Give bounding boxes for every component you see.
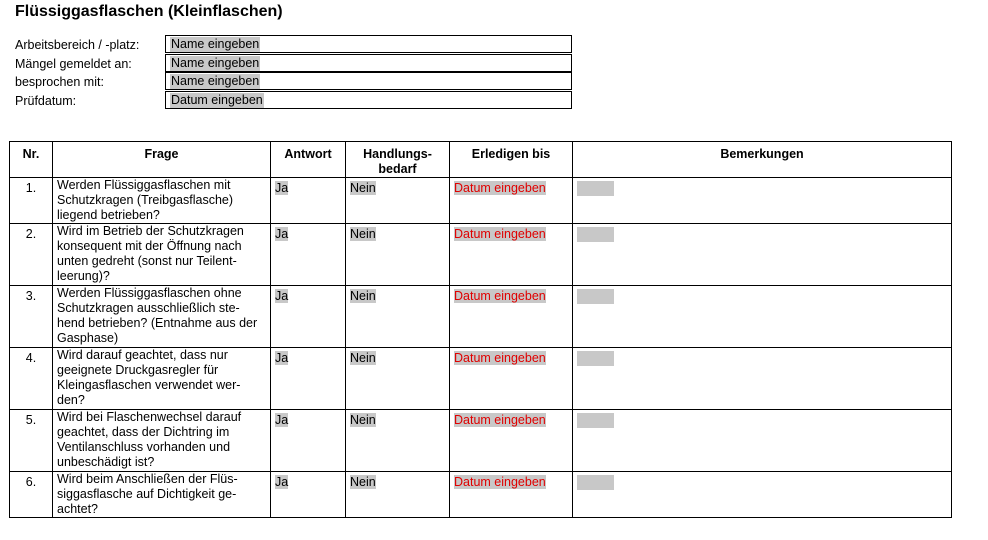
row-frage: Werden Flüssiggasflaschen mit Schutzkragen (Treibgasflasche) liegend betrieben? [53, 178, 271, 224]
antwort-field[interactable]: Ja [275, 351, 289, 365]
row-frage: Werden Flüssiggasflaschen ohne Schutzkragen ausschließlich ste-hend betrieben? (Entnahme aus der Gasphase) [53, 286, 271, 348]
antwort-cell[interactable] [271, 348, 346, 410]
antwort-cell[interactable] [271, 178, 346, 224]
row-frage: Wird bei Flaschenwechsel darauf geachtet, dass der Dichtring im Ventilanschluss vorhanden und unbeschädigt ist? [53, 410, 271, 472]
erledigen-date-field[interactable]: Datum eingeben [454, 227, 546, 241]
bemerkungen-cell[interactable] [573, 286, 952, 348]
antwort-field[interactable]: Ja [275, 227, 289, 241]
meta-label-maengel: Mängel gemeldet an: [15, 57, 132, 71]
handlung-field[interactable]: Nein [350, 475, 376, 489]
row-frage: Wird beim Anschließen der Flüs-siggasflasche auf Dichtigkeit ge-achtet? [53, 472, 271, 518]
table-row [10, 410, 952, 472]
row-nr: 2. [10, 224, 53, 286]
table-row [10, 286, 952, 348]
handlung-cell[interactable] [346, 224, 450, 286]
erledigen-cell[interactable] [450, 348, 573, 410]
meta-field-besprochen[interactable] [165, 72, 572, 90]
handlung-field[interactable]: Nein [350, 351, 376, 365]
erledigen-date-field[interactable]: Datum eingeben [454, 413, 546, 427]
row-nr: 3. [10, 286, 53, 348]
antwort-field[interactable]: Ja [275, 289, 289, 303]
row-nr: 5. [10, 410, 53, 472]
handlung-cell[interactable] [346, 348, 450, 410]
meta-label-besprochen: besprochen mit: [15, 75, 104, 89]
meta-label-pruefdatum: Prüfdatum: [15, 94, 77, 108]
meta-field-maengel[interactable] [165, 54, 572, 72]
table-row [10, 348, 952, 410]
bemerkungen-field[interactable] [577, 413, 614, 428]
antwort-field[interactable]: Ja [275, 413, 289, 427]
meta-value[interactable]: Name eingeben [171, 37, 260, 51]
header-handlungsbedarf [346, 142, 450, 178]
bemerkungen-field[interactable] [577, 475, 614, 490]
header-frage: Frage [53, 142, 271, 178]
row-nr: 1. [10, 178, 53, 224]
meta-value[interactable]: Name eingeben [171, 74, 260, 88]
meta-field-pruefdatum[interactable] [165, 91, 572, 109]
handlung-cell[interactable] [346, 472, 450, 518]
handlung-cell[interactable] [346, 178, 450, 224]
bemerkungen-field[interactable] [577, 227, 614, 242]
table-row [10, 472, 952, 518]
page-title: Flüssiggasflaschen (Kleinflaschen) [15, 3, 283, 20]
erledigen-cell[interactable] [450, 224, 573, 286]
bemerkungen-field[interactable] [577, 181, 614, 196]
meta-field-arbeitsbereich[interactable] [165, 35, 572, 53]
erledigen-date-field[interactable]: Datum eingeben [454, 475, 546, 489]
header-handlung-line1: Handlungs- [363, 147, 432, 161]
row-nr: 6. [10, 472, 53, 518]
checklist-table [9, 141, 952, 518]
erledigen-cell[interactable] [450, 178, 573, 224]
meta-value[interactable]: Name eingeben [171, 56, 260, 70]
antwort-field[interactable]: Ja [275, 181, 289, 195]
bemerkungen-field[interactable] [577, 289, 614, 304]
handlung-cell[interactable] [346, 410, 450, 472]
antwort-cell[interactable] [271, 224, 346, 286]
bemerkungen-cell[interactable] [573, 178, 952, 224]
antwort-cell[interactable] [271, 472, 346, 518]
header-nr: Nr. [10, 142, 53, 178]
meta-value[interactable]: Datum eingeben [171, 93, 263, 107]
handlung-field[interactable]: Nein [350, 181, 376, 195]
antwort-cell[interactable] [271, 410, 346, 472]
bemerkungen-field[interactable] [577, 351, 614, 366]
table-row [10, 224, 952, 286]
bemerkungen-cell[interactable] [573, 410, 952, 472]
bemerkungen-cell[interactable] [573, 348, 952, 410]
antwort-field[interactable]: Ja [275, 475, 289, 489]
erledigen-cell[interactable] [450, 472, 573, 518]
header-handlung-line2: bedarf [378, 162, 417, 176]
row-frage: Wird darauf geachtet, dass nur geeignete Druckgasregler für Kleingasflaschen verwendet wer-den? [53, 348, 271, 410]
antwort-cell[interactable] [271, 286, 346, 348]
erledigen-date-field[interactable]: Datum eingeben [454, 181, 546, 195]
row-frage: Wird im Betrieb der Schutzkragen konsequent mit der Öffnung nach unten gedreht (sonst nur Teilent-leerung)? [53, 224, 271, 286]
bemerkungen-cell[interactable] [573, 224, 952, 286]
row-nr: 4. [10, 348, 53, 410]
handlung-field[interactable]: Nein [350, 413, 376, 427]
handlung-field[interactable]: Nein [350, 289, 376, 303]
table-header-row [10, 142, 952, 178]
handlung-cell[interactable] [346, 286, 450, 348]
erledigen-date-field[interactable]: Datum eingeben [454, 351, 546, 365]
meta-label-arbeitsbereich: Arbeitsbereich / -platz: [15, 38, 140, 52]
erledigen-cell[interactable] [450, 410, 573, 472]
erledigen-cell[interactable] [450, 286, 573, 348]
header-antwort: Antwort [271, 142, 346, 178]
erledigen-date-field[interactable]: Datum eingeben [454, 289, 546, 303]
handlung-field[interactable]: Nein [350, 227, 376, 241]
header-bemerkungen: Bemerkungen [573, 142, 952, 178]
bemerkungen-cell[interactable] [573, 472, 952, 518]
table-row [10, 178, 952, 224]
header-erledigen: Erledigen bis [450, 142, 573, 178]
